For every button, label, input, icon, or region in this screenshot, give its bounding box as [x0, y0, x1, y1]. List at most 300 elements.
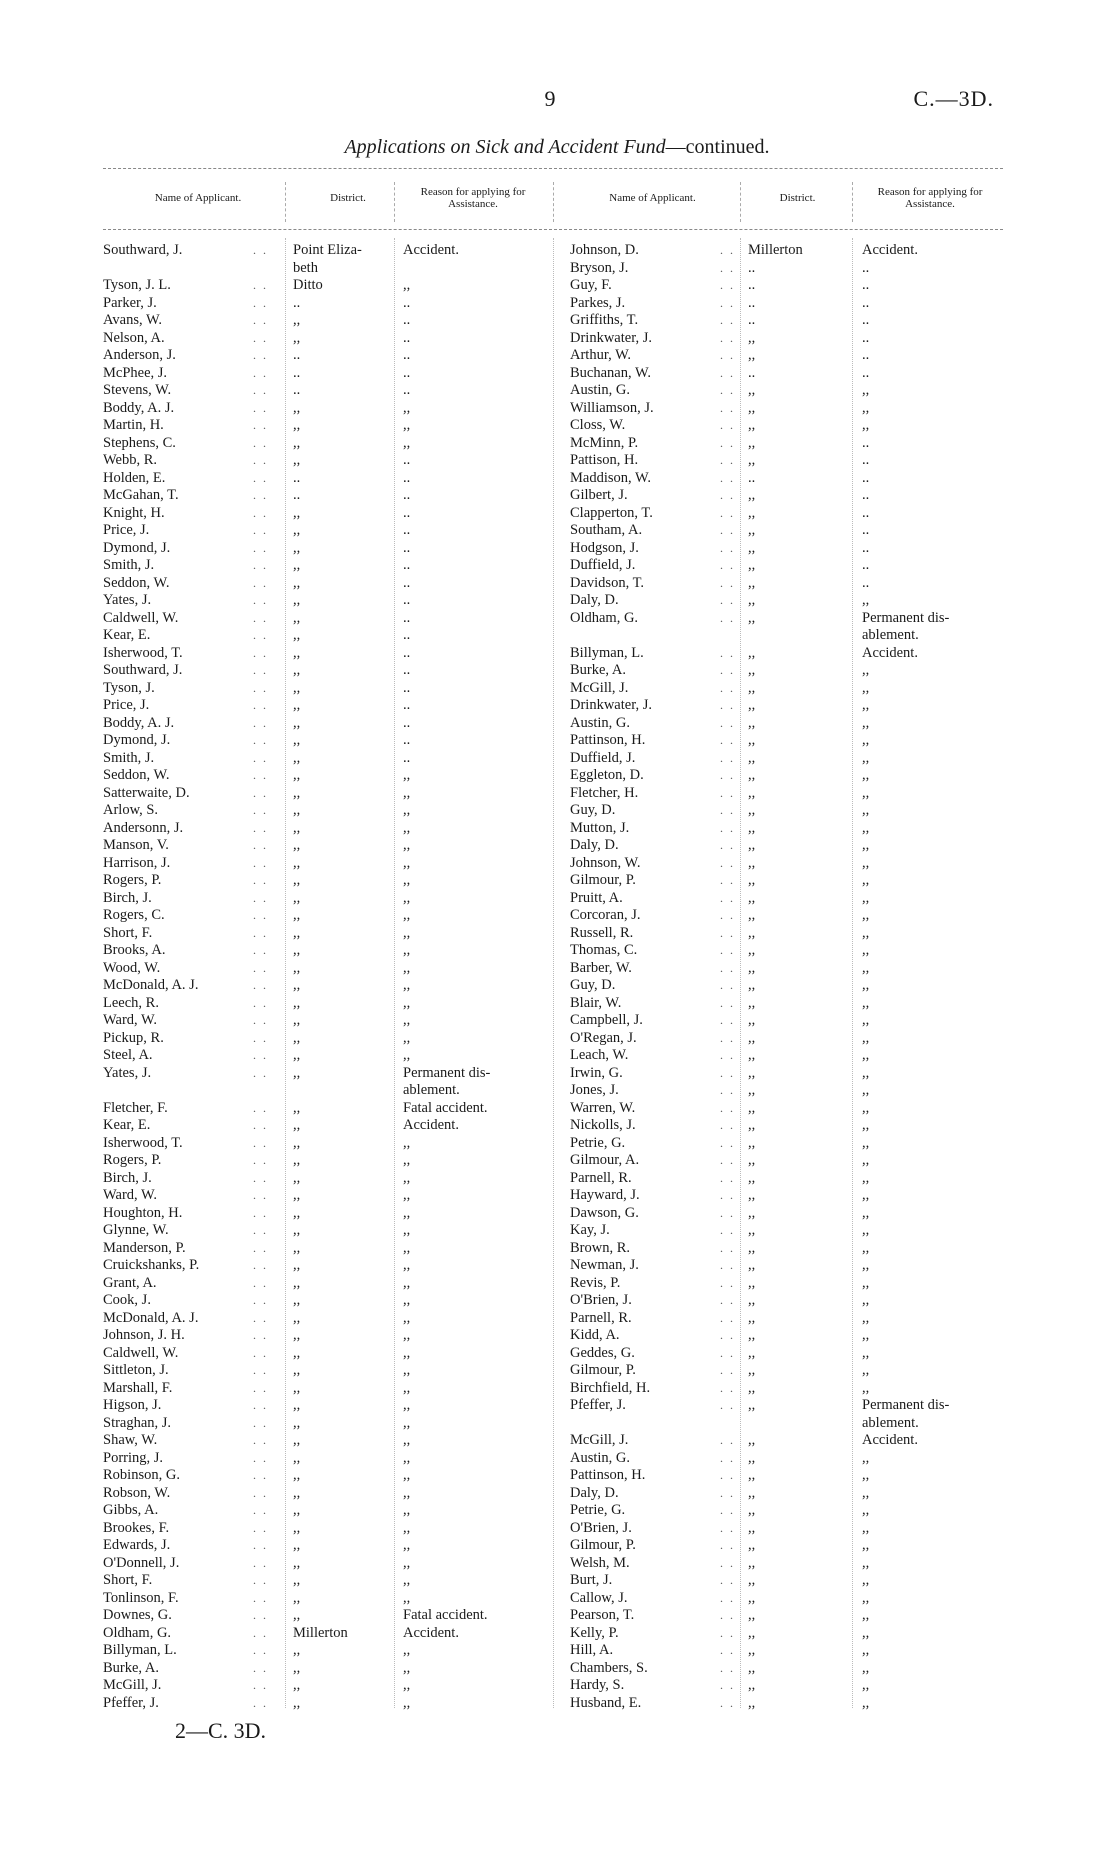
applicant-name: Pattinson, H. [570, 1467, 646, 1483]
applicant-name: Birchfield, H. [570, 1379, 651, 1396]
table-row [570, 1555, 1010, 1573]
applicant-name: Burke, A. [570, 662, 626, 678]
leader-dots: . . [253, 733, 268, 747]
applicant-name: Drinkwater, J. [570, 697, 652, 713]
reason-cell: ,, [862, 1134, 870, 1151]
district-cell: ,, [748, 574, 756, 591]
leader-dots: . . [720, 313, 735, 327]
leader-dots: . . [253, 1503, 268, 1517]
district-cell: ,, [293, 1432, 301, 1448]
district-cell: ,, [293, 714, 301, 731]
district-cell: ,, [748, 434, 756, 451]
reason-cell: ,, [403, 277, 411, 293]
reason-cell: .. [403, 627, 411, 643]
district-cell: ,, [293, 1677, 301, 1693]
reason-cell: ,, [862, 1152, 870, 1168]
applicant-name: Billyman, L. [103, 1642, 177, 1658]
reason-cell: ,, [403, 1572, 411, 1588]
reason-cell: ,, [862, 1362, 870, 1378]
reason-cell: ,, [403, 399, 411, 416]
district-cell: ,, [293, 837, 301, 853]
leader-dots: . . [720, 1590, 735, 1605]
applicant-name: Gilbert, J. [570, 487, 628, 503]
district-cell: ,, [748, 1362, 756, 1378]
applicant-name: Houghton, H. [103, 1204, 183, 1221]
applicant-name: Cook, J. [103, 1292, 151, 1308]
applicant-name: Drinkwater, J. [570, 329, 652, 346]
leader-dots: . . [253, 453, 268, 467]
leader-dots: . . [253, 1660, 268, 1675]
district-cell: ,, [293, 1537, 301, 1553]
leader-dots: . . [720, 908, 735, 922]
leader-dots: . . [720, 1048, 735, 1062]
reason-cell: ,, [403, 977, 411, 993]
table-row [570, 820, 1010, 838]
applicant-name: McMinn, P. [570, 434, 639, 451]
table-row [103, 785, 553, 803]
table-row [103, 1170, 553, 1188]
leader-dots: . . [253, 803, 268, 817]
applicant-name: Ward, W. [103, 1012, 158, 1028]
district-cell: ,, [293, 1047, 301, 1063]
applicant-name: Clapperton, T. [570, 504, 653, 521]
district-cell: ,, [748, 487, 756, 503]
applicant-name: Satterwaite, D. [103, 784, 190, 801]
leader-dots: . . [253, 1065, 268, 1080]
reason-cell: ,, [403, 959, 411, 976]
reason-cell: .. [862, 329, 870, 346]
reason-cell: ,, [862, 959, 870, 976]
district-cell: ,, [748, 609, 756, 626]
applicant-name: Daly, D. [570, 1484, 619, 1501]
table-row [103, 1660, 553, 1678]
applicant-name: Russell, R. [570, 924, 634, 941]
table-row [103, 1642, 553, 1660]
table-row [570, 1257, 1010, 1275]
table-row [103, 1012, 553, 1030]
district-cell: ,, [748, 1677, 756, 1693]
applicant-name: Parnell, R. [570, 1169, 632, 1186]
table-row [570, 312, 1010, 330]
table-row [570, 802, 1010, 820]
table-row [570, 1100, 1010, 1118]
applicant-name: Southward, J. [103, 242, 183, 258]
reason-cell: ,, [403, 1554, 411, 1571]
reason-cell: ,, [862, 1502, 870, 1518]
table-row [570, 1152, 1010, 1170]
district-cell: ,, [293, 1257, 301, 1273]
reason-cell: ,, [403, 1659, 411, 1676]
district-cell: ,, [748, 1117, 756, 1133]
district-cell: ,, [748, 417, 756, 433]
applicant-name: McDonald, A. J. [103, 977, 199, 993]
table-row [103, 242, 553, 260]
applicant-name: Hardy, S. [570, 1677, 625, 1693]
applicant-name: Straghan, J. [103, 1414, 172, 1431]
reason-cell: Accident. [403, 242, 459, 258]
district-cell: .. [748, 259, 756, 276]
table-row [570, 1432, 1010, 1450]
table-row [103, 435, 553, 453]
district-cell: ,, [748, 1257, 756, 1273]
applicant-name: Petrie, G. [570, 1134, 626, 1151]
applicant-name: Chambers, S. [570, 1659, 648, 1676]
applicant-name: Yates, J. [103, 1064, 152, 1081]
district-cell: ,, [748, 1397, 756, 1413]
table-row [103, 1380, 553, 1398]
leader-dots: . . [720, 1065, 735, 1080]
applicant-name: Husband, E. [570, 1694, 642, 1711]
applicant-name: Geddes, G. [570, 1344, 635, 1361]
reason-cell: ,, [403, 889, 411, 906]
leader-dots: . . [720, 365, 735, 380]
header-name-left: Name of Applicant. [154, 192, 242, 204]
table-row [103, 417, 553, 435]
leader-dots: . . [253, 365, 268, 380]
district-cell: ,, [293, 994, 301, 1011]
applicant-name: O'Regan, J. [570, 1029, 637, 1046]
applicant-name: Dymond, J. [103, 539, 171, 556]
table-row [103, 802, 553, 820]
applicant-name: Brown, R. [570, 1239, 631, 1256]
table-row [570, 1695, 1010, 1713]
district-cell: ,, [748, 837, 756, 853]
table-row [570, 1502, 1010, 1520]
reason-cell: ,, [862, 732, 870, 748]
reason-cell: ,, [403, 1519, 411, 1536]
applicant-name: Manson, V. [103, 837, 169, 853]
table-row [103, 645, 553, 663]
leader-dots: . . [253, 400, 268, 415]
district-cell: ,, [748, 994, 756, 1011]
leader-dots: . . [720, 1520, 735, 1535]
leader-dots: . . [253, 1608, 268, 1622]
leader-dots: . . [720, 733, 735, 747]
leader-dots: . . [720, 1625, 735, 1640]
district-cell: ,, [293, 1379, 301, 1396]
district-cell: ,, [293, 1029, 301, 1046]
reason-cell: ,, [862, 1344, 870, 1361]
district-cell: ,, [748, 924, 756, 941]
reason-cell: ,, [403, 1187, 411, 1203]
applicant-name: Jones, J. [570, 1082, 619, 1098]
table-row [103, 522, 553, 540]
leader-dots: . . [720, 558, 735, 572]
reason-cell: ,, [862, 1082, 870, 1098]
applicant-name: Rogers, P. [103, 1152, 162, 1168]
applicant-name: O'Brien, J. [570, 1292, 632, 1308]
leader-dots: . . [720, 1433, 735, 1447]
applicant-name: Price, J. [103, 697, 150, 713]
applicant-name: Buchanan, W. [570, 364, 651, 381]
table-row [103, 1502, 553, 1520]
applicant-name: Arthur, W. [570, 347, 632, 363]
applicant-name: Billyman, L. [570, 644, 644, 661]
district-cell: ,, [293, 557, 301, 573]
district-cell: ,, [748, 1379, 756, 1396]
leader-dots: . . [720, 960, 735, 975]
reason-cell: ,, [403, 1239, 411, 1256]
leader-dots: . . [720, 838, 735, 852]
table-row [570, 1222, 1010, 1240]
applicant-name: Caldwell, W. [103, 609, 179, 626]
reason-cell: ,, [862, 1449, 870, 1466]
reason-cell: .. [403, 504, 411, 521]
district-cell: ,, [748, 697, 756, 713]
district-cell: ,, [293, 1642, 301, 1658]
district-cell: ,, [293, 697, 301, 713]
leader-dots: . . [720, 470, 735, 485]
district-cell: ,, [748, 1169, 756, 1186]
district-cell: ,, [748, 1204, 756, 1221]
table-row [103, 715, 553, 733]
table-row [103, 1047, 553, 1065]
applicant-name: McGill, J. [570, 679, 629, 696]
applicant-name: Holden, E. [103, 469, 166, 486]
district-cell: ,, [293, 644, 301, 661]
reason-cell: ,, [403, 1414, 411, 1431]
applicant-name: Edwards, J. [103, 1537, 171, 1553]
reason-cell: ,, [862, 1099, 870, 1116]
table-row [570, 872, 1010, 890]
applicant-name: Shaw, W. [103, 1432, 158, 1448]
reason-cell: ,, [403, 1502, 411, 1518]
table-row [570, 557, 1010, 575]
reason-cell: ablement. [862, 627, 919, 643]
table-row [570, 382, 1010, 400]
reason-cell: .. [403, 574, 411, 591]
leader-dots: . . [720, 1100, 735, 1115]
district-cell: ,, [748, 1222, 756, 1238]
district-cell: ,, [748, 749, 756, 766]
table-row [570, 592, 1010, 610]
applicant-name: Oldham, G. [570, 609, 639, 626]
district-cell: ,, [293, 732, 301, 748]
leader-dots: . . [720, 680, 735, 695]
table-row [103, 277, 553, 295]
applicant-name: Johnson, J. H. [103, 1327, 185, 1343]
leader-dots: . . [720, 435, 735, 450]
applicant-name: Callow, J. [570, 1589, 628, 1606]
district-cell: ,, [293, 522, 301, 538]
district-cell: ,, [748, 1537, 756, 1553]
reason-cell: .. [403, 609, 411, 626]
reason-cell: Fatal accident. [403, 1099, 488, 1116]
table-row [103, 330, 553, 348]
leader-dots: . . [720, 698, 735, 712]
leader-dots: . . [720, 1398, 735, 1412]
table-row [103, 1362, 553, 1380]
leader-dots: . . [253, 1695, 268, 1710]
district-cell: Millerton [293, 1624, 348, 1641]
table-row [570, 330, 1010, 348]
district-cell: ,, [748, 329, 756, 346]
table-row [570, 680, 1010, 698]
header-divider [394, 182, 395, 222]
reason-cell: ,, [403, 854, 411, 871]
leader-dots: . . [720, 1555, 735, 1570]
table-row [570, 260, 1010, 278]
applicant-name: Eggleton, D. [570, 767, 644, 783]
district-cell: ,, [293, 1117, 301, 1133]
district-cell: ,, [748, 679, 756, 696]
district-cell: ,, [293, 574, 301, 591]
reason-cell: ,, [862, 907, 870, 923]
table-row [103, 1135, 553, 1153]
district-cell: ,, [293, 1222, 301, 1238]
leader-dots: . . [253, 628, 268, 642]
district-cell: ,, [293, 1134, 301, 1151]
applicant-name: Duffield, J. [570, 749, 636, 766]
leader-dots: . . [720, 1293, 735, 1307]
district-cell: ,, [748, 1064, 756, 1081]
district-cell: ,, [748, 802, 756, 818]
table-row [103, 1100, 553, 1118]
title-continued: —continued. [665, 136, 770, 158]
district-cell: ,, [748, 592, 756, 608]
reason-cell: ,, [862, 1642, 870, 1658]
reason-cell: Fatal accident. [403, 1607, 488, 1623]
leader-dots: . . [720, 1643, 735, 1657]
leader-dots: . . [253, 1573, 268, 1587]
table-row [570, 417, 1010, 435]
leader-dots: . . [720, 1608, 735, 1622]
leader-dots: . . [253, 680, 268, 695]
reason-cell: ,, [862, 1379, 870, 1396]
leader-dots: . . [253, 1048, 268, 1062]
leader-dots: . . [253, 1328, 268, 1342]
table-row [570, 715, 1010, 733]
district-cell: ,, [293, 1064, 301, 1081]
applicant-name: Brooks, A. [103, 942, 166, 958]
header-district-right: District. [779, 192, 816, 204]
leader-dots: . . [720, 330, 735, 345]
reason-cell: ,, [862, 592, 870, 608]
applicant-name: Robinson, G. [103, 1467, 180, 1483]
table-row [103, 1292, 553, 1310]
table-row [570, 1170, 1010, 1188]
reason-cell: ,, [403, 837, 411, 853]
table-row [570, 365, 1010, 383]
reason-cell: ,, [403, 1327, 411, 1343]
leader-dots: . . [720, 1118, 735, 1132]
leader-dots: . . [253, 1485, 268, 1500]
header-divider [852, 182, 853, 222]
reason-cell: ,, [403, 1012, 411, 1028]
table-row [103, 260, 553, 278]
reason-cell: ,, [862, 977, 870, 993]
district-cell: ,, [748, 1047, 756, 1063]
applicant-name: Closs, W. [570, 417, 626, 433]
district-cell: ,, [748, 872, 756, 888]
applicant-name: Boddy, A. J. [103, 399, 175, 416]
district-cell: .. [748, 294, 756, 311]
header-reason-left: Reason for applying for Assistance. [420, 186, 526, 210]
leader-dots: . . [720, 785, 735, 800]
district-cell: .. [748, 469, 756, 486]
header-divider [740, 182, 741, 222]
leader-dots: . . [253, 873, 268, 887]
leader-dots: . . [253, 908, 268, 922]
applicant-name: Welsh, M. [570, 1554, 630, 1571]
applicant-name: McPhee, J. [103, 364, 168, 381]
reason-cell: .. [403, 557, 411, 573]
applicant-name: McGill, J. [570, 1432, 629, 1448]
leader-dots: . . [253, 1625, 268, 1640]
table-row [570, 767, 1010, 785]
reason-cell: ,, [862, 1537, 870, 1553]
table-row [570, 610, 1010, 628]
district-cell: ,, [293, 1292, 301, 1308]
table-row [570, 400, 1010, 418]
applicant-name: Dymond, J. [103, 732, 171, 748]
leader-dots: . . [720, 453, 735, 467]
reason-cell: ,, [862, 1607, 870, 1623]
table-row [103, 750, 553, 768]
table-row [103, 1117, 553, 1135]
reason-cell: ,, [403, 1047, 411, 1063]
leader-dots: . . [253, 348, 268, 362]
reason-cell: ,, [862, 1064, 870, 1081]
applicant-name: Nickolls, J. [570, 1117, 636, 1133]
applicant-name: Mutton, J. [570, 819, 630, 836]
reason-cell: ,, [862, 767, 870, 783]
leader-dots: . . [720, 610, 735, 625]
reason-cell: ,, [862, 1169, 870, 1186]
table-row [570, 242, 1010, 260]
applicant-name: Marshall, F. [103, 1379, 173, 1396]
applicant-name: Southward, J. [103, 662, 183, 678]
applicant-name: Glynne, W. [103, 1222, 169, 1238]
table-row [570, 1012, 1010, 1030]
leader-dots: . . [253, 1188, 268, 1202]
reason-cell: ,, [862, 662, 870, 678]
applicant-name: Austin, G. [570, 1449, 631, 1466]
district-cell: .. [293, 382, 301, 398]
district-cell: ,, [293, 819, 301, 836]
table-row [570, 942, 1010, 960]
applicant-name: Pearson, T. [570, 1607, 635, 1623]
table-row [103, 347, 553, 365]
district-cell: ,, [293, 399, 301, 416]
leader-dots: . . [253, 1450, 268, 1465]
district-cell: ,, [293, 749, 301, 766]
district-cell: ,, [293, 1414, 301, 1431]
header-district-left: District. [330, 192, 366, 204]
district-cell: ,, [748, 977, 756, 993]
district-cell: ,, [293, 1344, 301, 1361]
applicant-name: O'Brien, J. [570, 1519, 632, 1536]
applicant-name: Pattinson, H. [570, 732, 646, 748]
table-row [103, 382, 553, 400]
leader-dots: . . [720, 978, 735, 992]
leader-dots: . . [253, 330, 268, 345]
table-row [570, 750, 1010, 768]
leader-dots: . . [253, 1275, 268, 1290]
page-title [0, 136, 1114, 159]
leader-dots: . . [253, 1590, 268, 1605]
applicant-name: Hill, A. [570, 1642, 614, 1658]
district-cell: ,, [748, 1029, 756, 1046]
reason-cell: ,, [862, 924, 870, 941]
reason-cell: .. [862, 259, 870, 276]
table-row [103, 1625, 553, 1643]
table-row [570, 435, 1010, 453]
applicant-name: Isherwood, T. [103, 644, 183, 661]
applicant-name: Newman, J. [570, 1257, 639, 1273]
table-row [570, 1415, 1010, 1433]
column-divider [553, 238, 554, 1708]
